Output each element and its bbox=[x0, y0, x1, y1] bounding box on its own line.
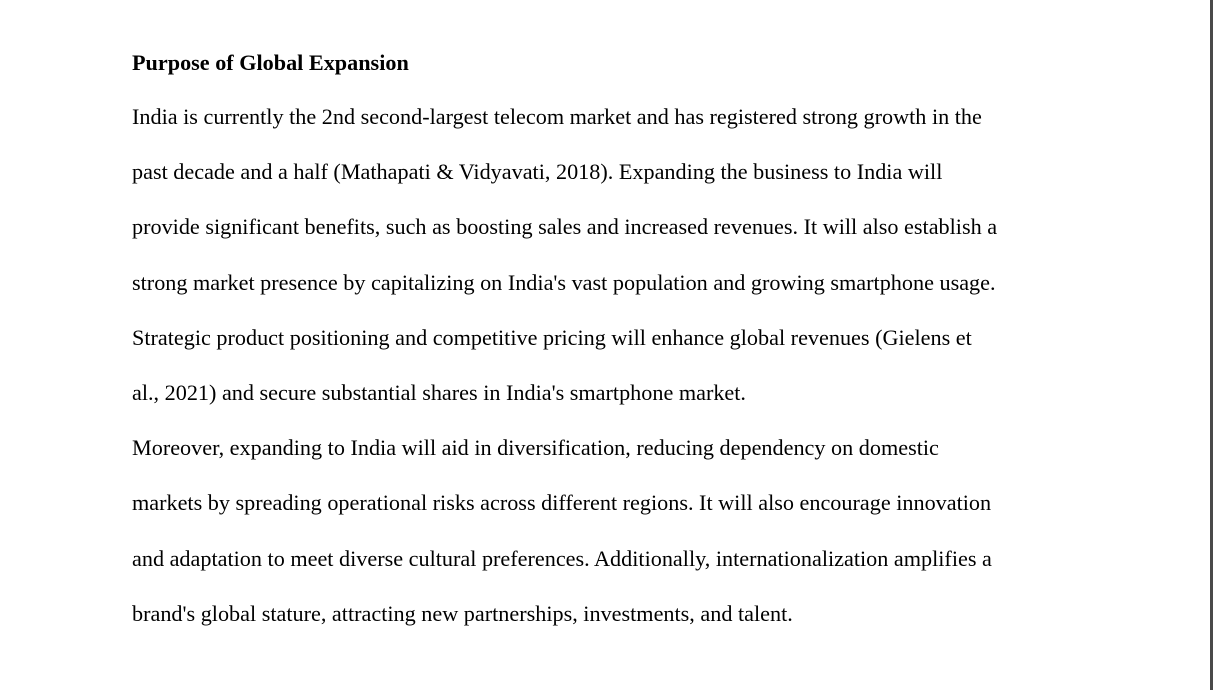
paragraph-line: Moreover, expanding to India will aid in diversification, reducing dependency on domestic bbox=[132, 435, 939, 461]
section-heading: Purpose of Global Expansion bbox=[132, 50, 409, 75]
paragraph-line: past decade and a half (Mathapati & Vidyavati, 2018). Expanding the business to India will bbox=[132, 159, 943, 185]
document-body bbox=[132, 45, 1082, 651]
paragraph-line: markets by spreading operational risks across different regions. It will also encourage innovation bbox=[132, 490, 992, 516]
paragraph-line: al., 2021) and secure substantial shares in India's smartphone market. bbox=[132, 379, 746, 405]
paragraph-line: Strategic product positioning and competitive pricing will enhance global revenues (Gielens et bbox=[132, 324, 972, 350]
paragraph-1 bbox=[132, 99, 1082, 430]
paragraph-line: brand's global stature, attracting new partnerships, investments, and talent. bbox=[132, 600, 793, 626]
paragraph-2 bbox=[132, 430, 1082, 651]
paragraph-line: strong market presence by capitalizing on India's vast population and growing smartphone usage. bbox=[132, 269, 996, 295]
paragraph-line: India is currently the 2nd second-largest telecom market and has registered strong growth in the bbox=[132, 104, 982, 129]
paragraph-line: provide significant benefits, such as boosting sales and increased revenues. It will also establish a bbox=[132, 214, 998, 240]
paragraph-line: and adaptation to meet diverse cultural preferences. Additionally, internationalization amplifies a bbox=[132, 545, 992, 571]
